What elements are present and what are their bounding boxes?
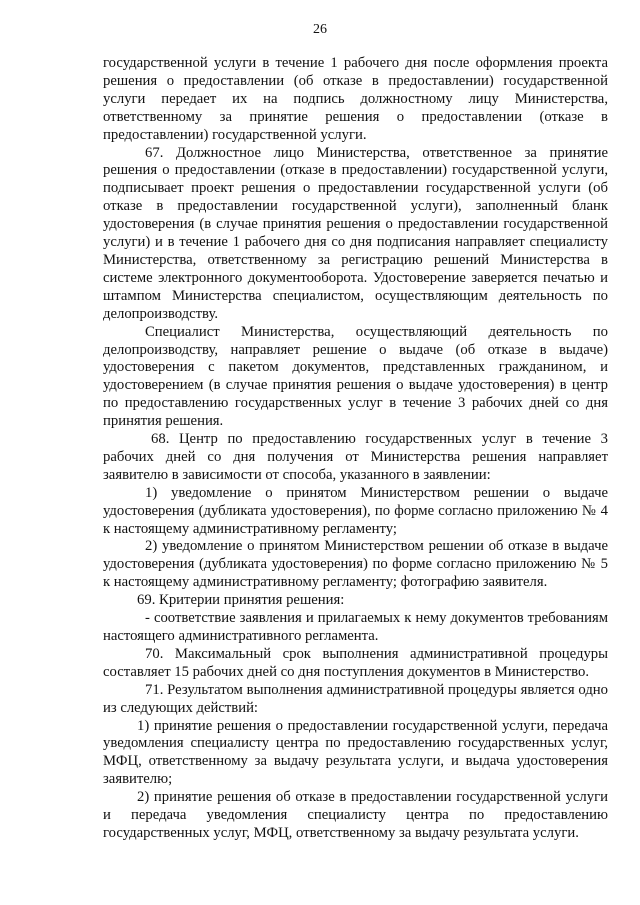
document-body xyxy=(103,55,608,843)
page-number: 26 xyxy=(313,22,327,37)
paragraph-71: 71. Результатом выполнения административной процедуры является одно из следующих действий: xyxy=(103,681,608,716)
paragraph-68-item-2: 2) уведомление о принятом Министерством решении об отказе в выдаче удостоверения (дубликата удостоверения) по форме согласно приложению № 5 к настоящему административному регламенту; фотографию заявителя. xyxy=(103,538,608,591)
paragraph-67: 67. Должностное лицо Министерства, ответственное за принятие решения о предоставлении (отказе в предоставлении) государственной услуги, подписывает проект решения о предоставлении государственной услуги (об отказе в предоставлении государственной услуги), заполненный бланк удостоверения (в случае принятия решения о предоставлении государственной услуги) и в течение 1 рабочего дня со дня подписания направляет специалисту Министерства, ответственному за регистрацию решений Министерства в системе электронного документооборота. Удостоверение заверяется печатью и штампом Министерства специалистом, осуществляющим деятельность по делопроизводству. xyxy=(103,144,608,322)
paragraph-continuation: государственной услуги в течение 1 рабочего дня после оформления проекта решения о предоставлении (об отказе в предоставлении) государственной услуги передает их на подпись должностному лицу Министерства, ответственному за принятие решения о предоставлении (отказе в предоставлении) государственной услуги. xyxy=(103,55,608,143)
paragraph-70: 70. Максимальный срок выполнения административной процедуры составляет 15 рабочих дней со дня поступления документов в Министерство. xyxy=(103,645,608,680)
paragraph-68-item-1: 1) уведомление о принятом Министерством решении о выдаче удостоверения (дубликата удостоверения), по форме согласно приложению № 4 к настоящему административному регламенту; xyxy=(103,484,608,537)
paragraph-71-item-2: 2) принятие решения об отказе в предоставлении государственной услуги и передача уведомления специалисту центра по предоставлению государственных услуг, МФЦ, ответственному за выдачу результата услуги. xyxy=(103,789,608,841)
paragraph-specialist: Специалист Министерства, осуществляющий деятельность по делопроизводству, направляет решение о выдаче (об отказе в выдаче) удостоверения с пакетом документов, представленных гражданином, и удостоверением (в случае принятия решения о выдаче удостоверения) в центр по предоставлению государственных услуг в течение 3 рабочих дней со дня принятия решения. xyxy=(103,323,608,430)
paragraph-68: 68. Центр по предоставлению государственных услуг в течение 3 рабочих дней со дня получения от Министерства решения направляет заявителю в зависимости от способа, указанного в заявлении: xyxy=(103,431,608,483)
paragraph-69: 69. Критерии принятия решения: xyxy=(137,592,345,609)
paragraph-71-item-1: 1) принятие решения о предоставлении государственной услуги, передача уведомления специалисту центра по предоставлению государственных услуг, МФЦ, ответственному за выдачу результата услуги, и выдача удостоверения заявителю; xyxy=(103,717,608,788)
paragraph-69-item: - соответствие заявления и прилагаемых к нему документов требованиям настоящего административного регламента. xyxy=(103,610,608,644)
